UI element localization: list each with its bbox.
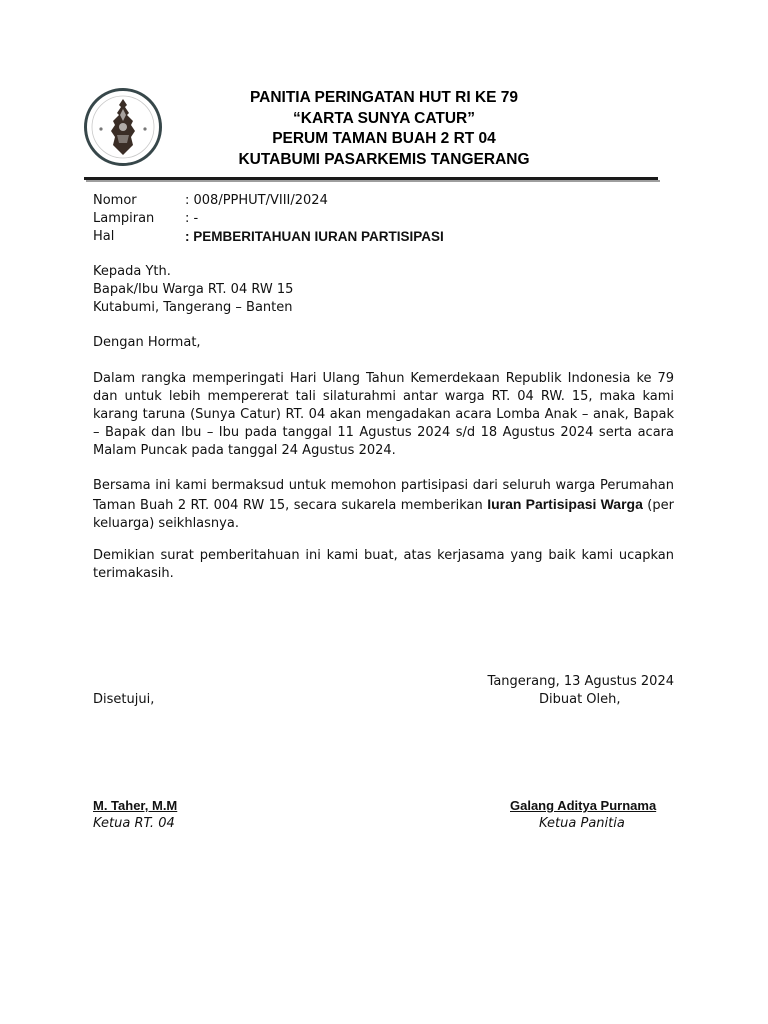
letter-meta: [93, 192, 653, 246]
left-signatory-role: Ketua RT. 04: [93, 816, 175, 831]
recipient: [93, 263, 674, 317]
recipient-line-3: Kutabumi, Tangerang – Banten: [93, 300, 293, 315]
body-paragraph-2: [93, 477, 674, 533]
meta-hal-label: Hal: [93, 229, 115, 244]
header-divider-shadow: [86, 180, 660, 182]
meta-lampiran-value: : -: [185, 211, 199, 226]
recipient-line-2: Bapak/Ibu Warga RT. 04 RW 15: [93, 282, 294, 297]
meta-hal: [93, 228, 653, 246]
body-paragraph-2-text-b: (per keluarga) seikhlasnya.: [93, 498, 674, 531]
greeting: Dengan Hormat,: [93, 335, 201, 350]
meta-hal-value: : PEMBERITAHUAN IURAN PARTISIPASI: [185, 229, 444, 244]
right-signatory-role: Ketua Panitia: [539, 816, 625, 831]
body-paragraph-2-text-a: Bersama ini kami bermaksud untuk memohon partisipasi dari seluruh warga Perumahan Taman Buah 2 RT. 004 RW 15, secara sukarela memberikan: [93, 478, 674, 513]
meta-lampiran-label: Lampiran: [93, 211, 155, 226]
recipient-line-1: Kepada Yth.: [93, 264, 171, 279]
left-caption: Disetujui,: [93, 692, 155, 707]
left-signatory-name: M. Taher, M.M: [93, 798, 178, 813]
body-paragraph-2-highlight: Iuran Partisipasi Warga: [487, 496, 643, 512]
body-paragraph-1: Dalam rangka memperingati Hari Ulang Tahun Kemerdekaan Republik Indonesia ke 79 dan untuk lebih mempererat tali silaturahmi antar warga RT. 04 RW. 15, maka kami karang taruna (Sunya Catur) RT. 04 akan mengadakan acara Lomba Anak – anak, Bapak – Bapak dan Ibu – Ibu pada tanggal 11 Agustus 2024 s/d 18 Agustus 2024 serta acara Malam Puncak pada tanggal 24 Agustus 2024.: [93, 371, 674, 458]
meta-lampiran: [93, 210, 653, 228]
emblem-icon: [87, 91, 159, 163]
letterhead-line-4: KUTABUMI PASARKEMIS TANGERANG: [238, 150, 530, 168]
organization-emblem: [84, 88, 162, 166]
meta-nomor-value: : 008/PPHUT/VIII/2024: [185, 193, 328, 208]
meta-nomor: [93, 192, 653, 210]
right-signatory-name: Galang Aditya Purnama: [510, 798, 657, 813]
letterhead-line-1: PANITIA PERINGATAN HUT RI KE 79: [249, 89, 519, 106]
letterhead-line-3: PERUM TAMAN BUAH 2 RT 04: [272, 130, 496, 147]
letterhead-line-2: “KARTA SUNYA CATUR”: [293, 109, 475, 127]
body-paragraph-3: Demikian surat pemberitahuan ini kami buat, atas kerjasama yang baik kami ucapkan terimakasih.: [93, 548, 674, 581]
meta-nomor-label: Nomor: [93, 193, 137, 208]
place-date-text: Tangerang, 13 Agustus 2024: [487, 674, 674, 689]
place-date: [93, 673, 674, 691]
right-caption: Dibuat Oleh,: [539, 692, 621, 707]
letterhead: [170, 88, 598, 170]
